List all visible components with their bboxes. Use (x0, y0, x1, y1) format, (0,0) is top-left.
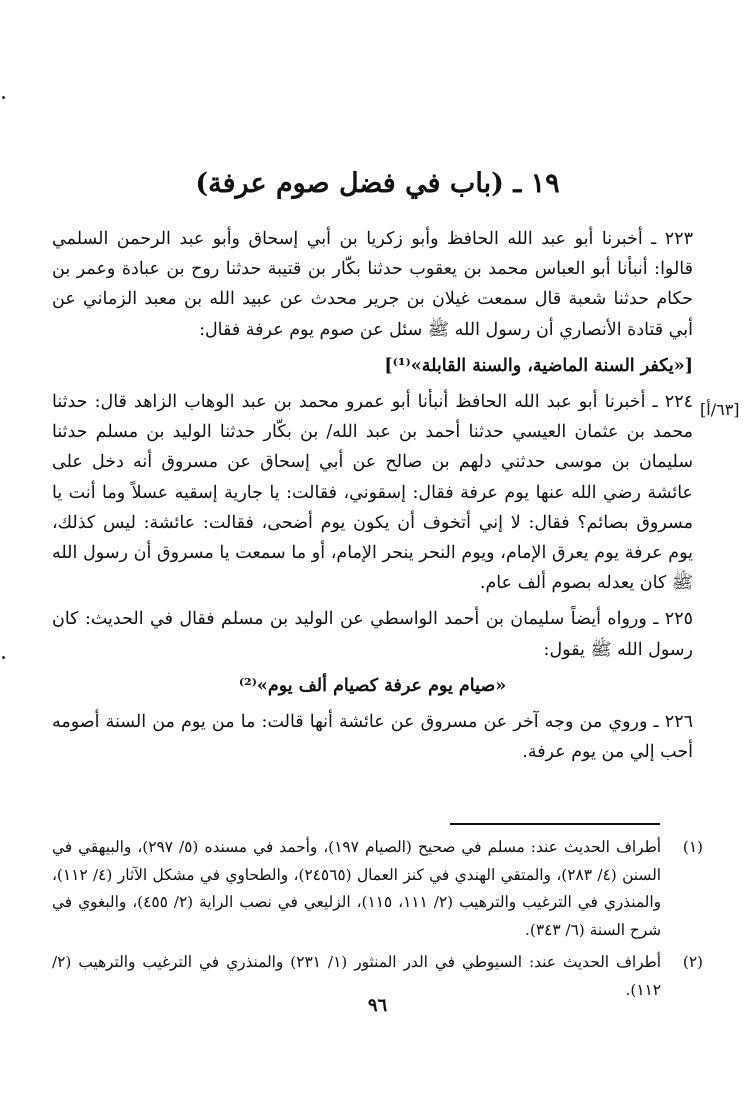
scan-speck (2, 96, 5, 99)
hadith-223-matn: [«يكفر السنة الماضية، والسنة القابلة»⁽¹⁾] (384, 355, 693, 376)
hadith-226: ٢٢٦ ـ وروي من وجه آخر عن مسروق عن عائشة أنها قالت: ما من يوم من السنة أصومه أحب إلي من يوم عرفة. (52, 712, 693, 763)
main-text (52, 224, 693, 767)
footnote-text: أطراف الحديث عند: السيوطي في الدر المنثور (١/ ٢٣١) والمنذري في الترغيب والترهيب (٢/ ١١٢). (52, 953, 661, 999)
hadith-223: ٢٢٣ ـ أخبرنا أبو عبد الله الحافظ وأبو زكريا بن أبي إسحاق وأبو عبد الرحمن السلمي قالوا: أنبأنا أبو العباس محمد بن يعقوب حدثنا بكّار بن قتيبة حدثنا روح بن عبادة وعمر بن حكام حدثنا شعبة قال سمعت غيلان بن جرير محدث عن عبيد الله بن معبد الزماني عن أبي قتادة الأنصاري أن رسول الله ﷺ سئل عن صوم يوم عرفة فقال: (52, 229, 693, 340)
footnote-text: أطراف الحديث عند: مسلم في صحيح (الصيام ١٩٧)، وأحمد في مسنده (٥/ ٢٩٧)، والبيهقي في السنن (٤/ ٢٨٣)، والمتقي الهندي في كنز العمال (٢٤٥٦٥)، والطحاوي في مشكل الآثار (٤/ ١١٢)، والمنذري في الترغيب والترهيب (٢/ ١١١، ١١٥)، الزليعي في نصب الراية (٢/ ٤٥٥)، والبغوي في شرح السنة (٦/ ٣٤٣). (52, 838, 661, 939)
scan-speck (2, 656, 5, 659)
hadith-225-matn: «صيام يوم عرفة كصيام ألف يوم»⁽²⁾ (238, 675, 507, 696)
footnotes (52, 834, 703, 1009)
hadith-224: ٢٢٤ ـ أخبرنا أبو عبد الله الحافظ أنبأنا أبو عمرو محمد بن عبد الوهاب الزاهد قال: حدثنا محمد بن عثمان العيسي حدثنا أحمد بن عبد الله/ بن بكّار حدثنا الوليد بن مسلم حدثنا سليمان بن موسى حدثني دلهم بن صالح عن أبي إسحاق عن مسروق أنه دخل على عائشة رضي الله عنها يوم عرفة فقال: إسقوني، فقالت: يا جارية إسقيه عسلاً وما أنت يا مسروق بصائم؟ فقال: لا إني أتخوف أن يكون يوم أضحى، فقالت: عائشة: ليس كذلك، يوم عرفة يوم يعرق الإمام، ويوم النحر ينحر الإمام، أو ما سمعت يا مسروق أن رسول الله ﷺ كان يعدله بصوم ألف عام. (52, 392, 693, 594)
hadith-225: ٢٢٥ ـ ورواه أيضاً سليمان بن أحمد الواسطي عن الوليد بن مسلم فقال في الحديث: كان رسول الله ﷺ يقول: (52, 609, 693, 660)
page-number: ٩٦ (367, 995, 388, 1016)
footnote-divider (450, 823, 660, 825)
footnote-number: (٢) (682, 953, 703, 971)
manuscript-folio-marker: [٦٣/أ] (700, 400, 740, 419)
footnote-number: (١) (682, 838, 703, 856)
footnote-1 (52, 834, 703, 944)
chapter-title: ١٩ ـ (باب في فضل صوم عرفة) (195, 168, 560, 199)
